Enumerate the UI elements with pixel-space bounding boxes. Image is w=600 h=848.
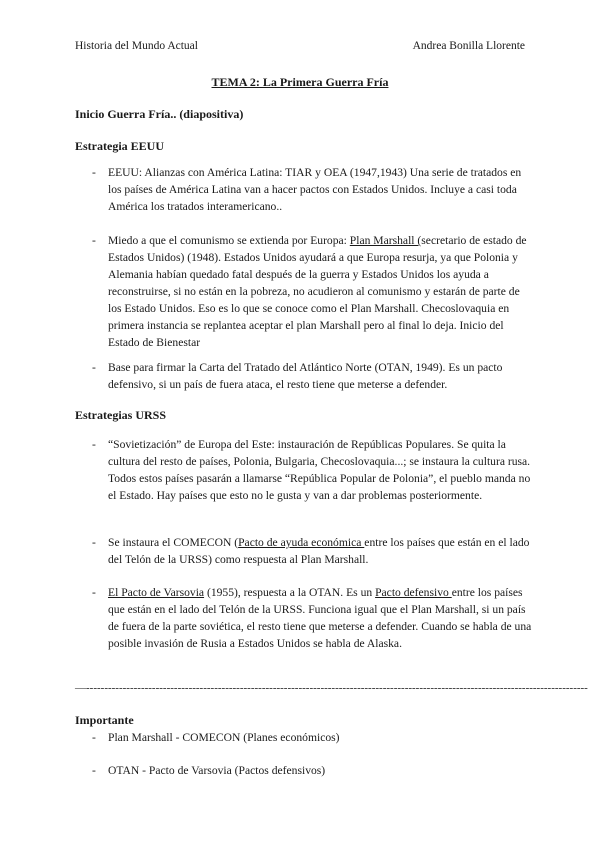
eeuu-item-3-text: Base para firmar la Carta del Tratado del Atlántico Norte (OTAN, 1949). Es un pacto defensivo, si un país de fuera ataca, el resto tiene que meterse a defender. [108,361,503,391]
urss-item-2-pre: Se instaura el COMECON ( [108,536,239,549]
plan-marshall-link: Plan Marshall ( [349,234,422,247]
importante-item-2-text: OTAN - Pacto de Varsovia (Pactos defensivos) [108,764,326,777]
urss-item-2-text [108,534,536,568]
eeuu-item-2-post: secretario de estado de Estados Unidos) (1948). Estados Unidos ayudará a que Europa resurja, ya que Polonia y Alemania habían quedado fatal después de la guerra y Estados Unidos los ayuda a reconstruirse, si no están en la pobreza, no acudieron al comunismo y estarán de parte de los Estado Unidos. Eso es lo que se conoce como el Plan Marshall. Checoslovaquia en primera instancia se replantea aceptar el plan Marshall pero al final lo deja. Inicio del Estado de Bienestar [108,234,527,349]
pacto-varsovia-link: El Pacto de Varsovia [108,586,205,599]
header-course: Historia del Mundo Actual [75,40,198,52]
pacto-defensivo-link: Pacto defensivo [375,586,452,599]
separator-line: —----------------------------------------------------------------------------------------------------------------------------------------- [75,682,588,694]
importante-heading: Importante [75,713,134,727]
page-title: TEMA 2: La Primera Guerra Fría [211,75,389,89]
urss-heading: Estrategias URSS [75,408,167,422]
importante-item-1-text: Plan Marshall - COMECON (Planes económicos) [108,731,340,744]
bullet-dash: - [92,764,96,777]
bullet-dash: - [92,586,96,599]
eeuu-item-2-pre: Miedo a que el comunismo se extienda por Europa: [108,234,350,247]
eeuu-item-2-text [108,232,536,351]
bullet-dash: - [92,536,96,549]
bullet-dash: - [92,166,96,179]
pacto-ayuda-link: Pacto de ayuda económica [238,536,365,549]
bullet-dash: - [92,438,96,451]
urss-item-3-mid: (1955), respuesta a la OTAN. Es un [204,586,376,599]
eeuu-item-1-text: EEUU: Alianzas con América Latina: TIAR y OEA (1947,1943) Una serie de tratados en los países de América Latina van a hacer pactos con Estados Unidos. Incluye a casi toda América los tratados interamericano.. [108,166,522,213]
header-author: Andrea Bonilla Llorente [412,40,525,52]
urss-item-3-text [108,584,536,652]
bullet-dash: - [92,731,96,744]
bullet-dash: - [92,361,96,374]
intro-heading: Inicio Guerra Fría.. (diapositiva) [75,107,244,121]
urss-item-2-post: entre los países que están en el lado del Telón de la URSS) como respuesta al Plan Marshall. [108,536,530,566]
urss-item-3-post: entre los países que están en el lado del Telón de la URSS. Funciona igual que el Plan Marshall, si un país de fuera de la parte soviética, el resto tiene que meterse a defender. Cuando se habla de una posible invasión de Rusia a Estados Unidos se habla de Alaska. [108,586,532,650]
eeuu-heading: Estrategia EEUU [75,139,164,153]
urss-item-1-text: “Sovietización” de Europa del Este: instauración de Repúblicas Populares. Se quita la cultura del resto de países, Polonia, Bulgaria, Checoslovaquia...; se instaura la cultura rusa. Todos estos países pasarán a llamarse “República Popular de Polonia”, el pueblo manda no el Estado. Hay países que esto no le gusta y van a dar problemas posteriormente. [108,438,531,502]
bullet-dash: - [92,234,96,247]
